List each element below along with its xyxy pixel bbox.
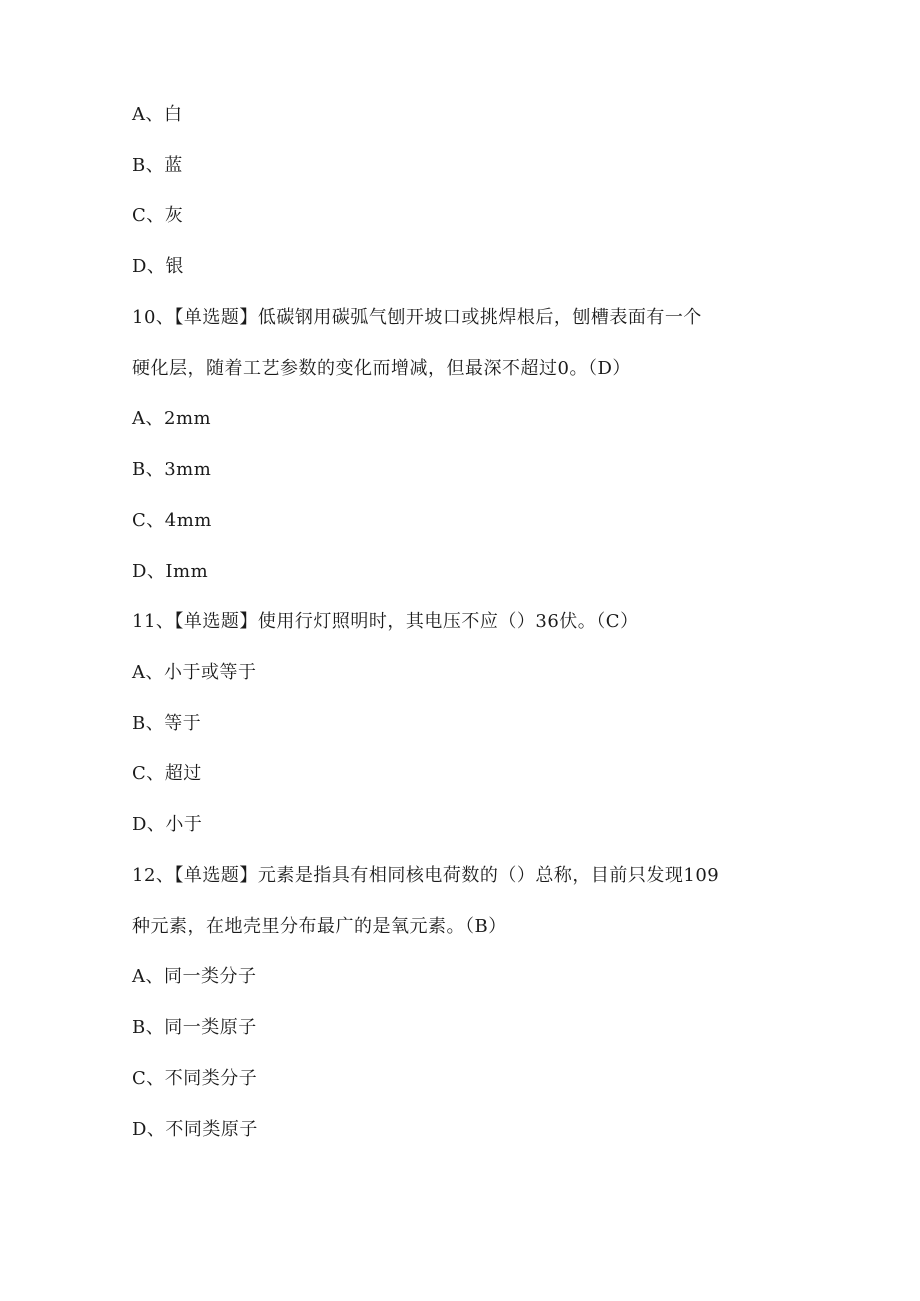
question-10-line-1: 10、【单选题】低碳钢用碳弧气刨开坡口或挑焊根后，刨槽表面有一个 [132, 307, 702, 328]
option-c-q12: C、不同类分子 [132, 1068, 258, 1089]
option-a-q12: A、同一类分子 [132, 966, 257, 987]
option-d-q11: D、小于 [132, 814, 203, 835]
option-d-q10: D、Imm [132, 561, 209, 582]
question-10-line-2: 硬化层，随着工艺参数的变化而增减，但最深不超过0。（D） [132, 358, 631, 379]
option-d-q9: D、银 [132, 256, 184, 277]
option-d-q12: D、不同类原子 [132, 1119, 258, 1140]
option-b-q9: B、蓝 [132, 155, 183, 176]
option-b-q11: B、等于 [132, 713, 202, 734]
option-b-q10: B、3mm [132, 459, 212, 480]
option-a-q9: A、白 [132, 104, 183, 125]
question-11: 11、【单选题】使用行灯照明时，其电压不应（）36伏。（C） [132, 611, 639, 632]
option-b-q12: B、同一类原子 [132, 1017, 257, 1038]
option-c-q10: C、4mm [132, 510, 212, 531]
option-c-q9: C、灰 [132, 205, 184, 226]
question-12-line-2: 种元素，在地壳里分布最广的是氧元素。（B） [132, 916, 507, 937]
option-a-q10: A、2mm [132, 408, 212, 429]
option-c-q11: C、超过 [132, 763, 202, 784]
option-a-q11: A、小于或等于 [132, 662, 257, 683]
question-12-line-1: 12、【单选题】元素是指具有相同核电荷数的（）总称，目前只发现109 [132, 865, 720, 886]
